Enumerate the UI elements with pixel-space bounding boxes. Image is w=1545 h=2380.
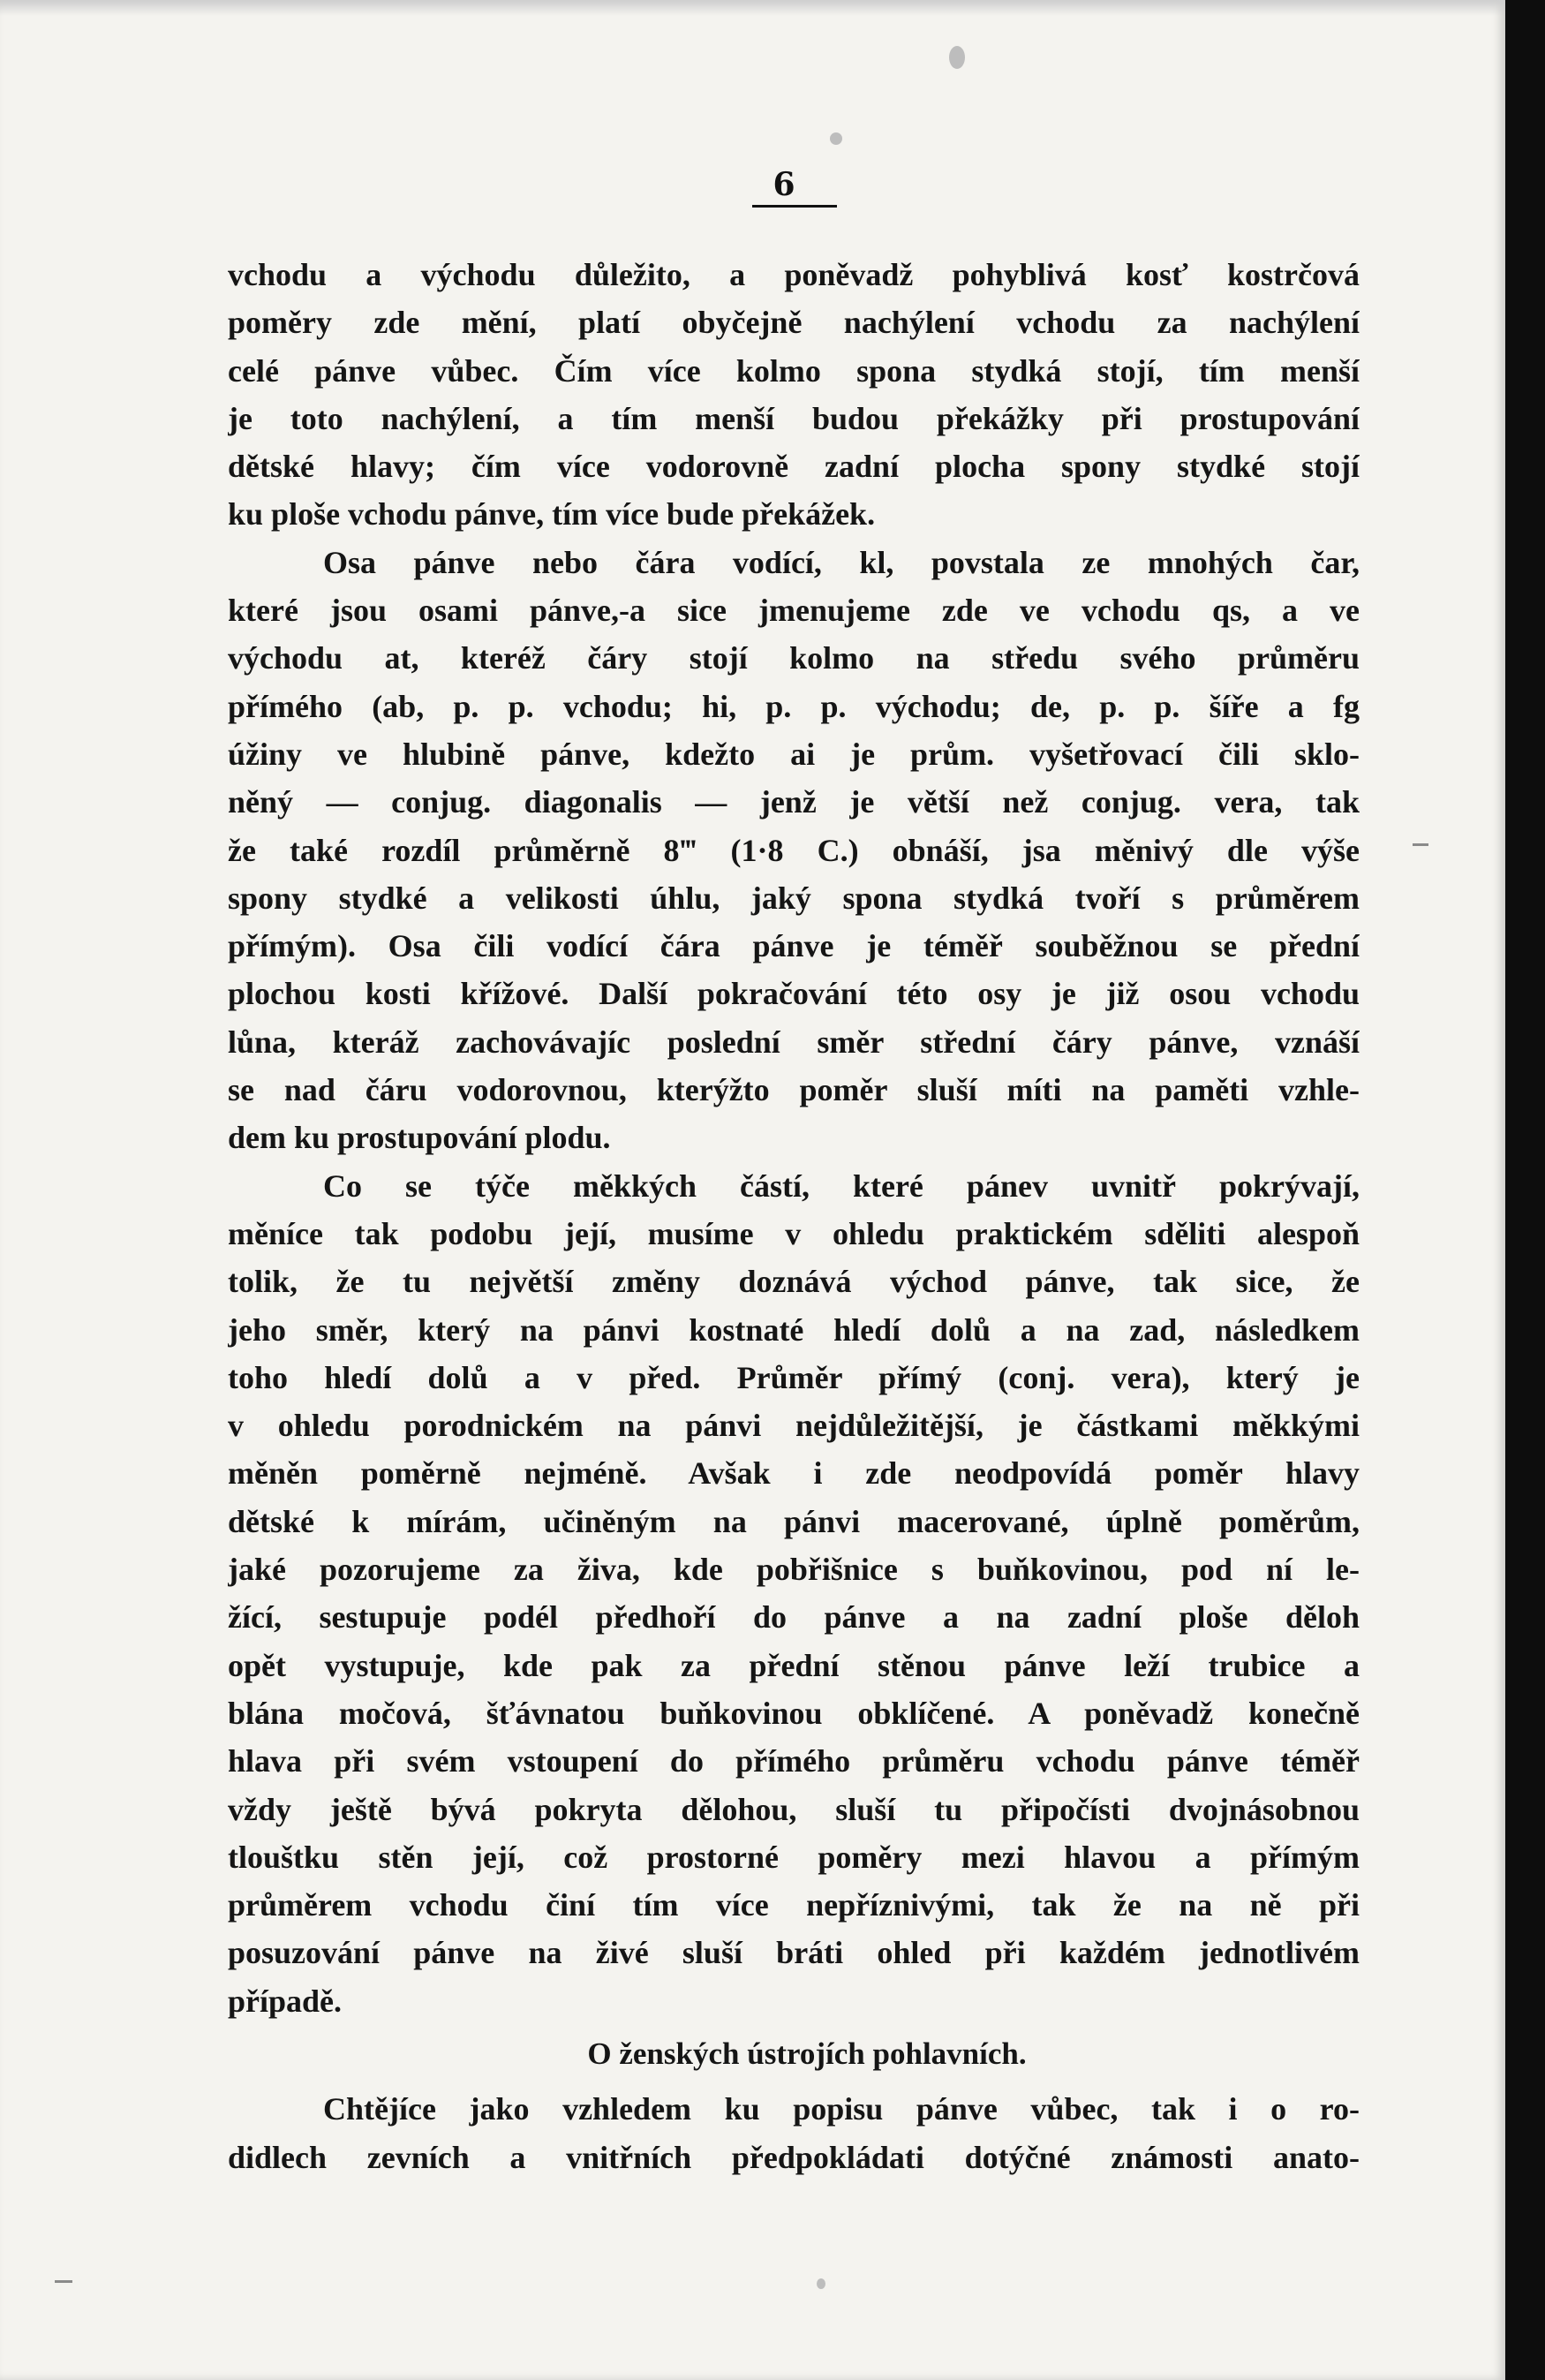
text-line: Co se týče měkkých částí, které pánev uvnitř pokrývají, [323, 1167, 1360, 1204]
text-line: posuzování pánve na živé sluší bráti ohled při každém jednotlivém [228, 1935, 1360, 1971]
section-heading: O ženských ústrojích pohlavních. [587, 2036, 1027, 2071]
page-number-rule [752, 205, 837, 208]
scan-speck [830, 132, 842, 145]
text-line: něný — conjug. diagonalis — jenž je větší než conjug. vera, tak [228, 784, 1360, 820]
text-line: vždy ještě bývá pokryta dělohou, sluší tu připočísti dvojnásobnou [228, 1791, 1360, 1827]
text-line: opět vystupuje, kde pak za přední stěnou pánve leží trubice a [228, 1647, 1360, 1683]
text-line: jeho směr, který na pánvi kostnaté hledí dolů a na zad, následkem [228, 1311, 1360, 1348]
text-line: se nad čáru vodorovnou, kterýžto poměr sluší míti na paměti vzhle- [228, 1072, 1360, 1108]
scan-speck [817, 2278, 825, 2289]
text-line: Osa pánve nebo čára vodící, kl, povstala ze mnohých čar, [323, 544, 1360, 580]
scan-speck [949, 46, 965, 69]
text-line: že také rozdíl průměrně 8‴ (1·8 C.) obnáší, jsa měnivý dle výše [228, 832, 1360, 868]
text-line: dem ku prostupování plodu. [228, 1120, 611, 1156]
margin-mark [1413, 843, 1428, 846]
text-line: měněn poměrně nejméně. Avšak i zde neodpovídá poměr hlavy [228, 1455, 1360, 1492]
text-line: poměry zde mění, platí obyčejně nachýlení vchodu za nachýlení [228, 305, 1360, 341]
top-edge-shadow [0, 0, 1505, 16]
text-line: měníce tak podobu její, musíme v ohledu praktickém sděliti alespoň [228, 1215, 1360, 1251]
text-line: toho hledí dolů a v před. Průměr přímý (conj. vera), který je [228, 1359, 1360, 1395]
text-line: didlech zevních a vnitřních předpokládati dotýčné známosti anato- [228, 2139, 1360, 2175]
text-line: ku ploše vchodu pánve, tím více bude překážek. [228, 496, 876, 533]
text-line: východu at, kteréž čáry stojí kolmo na středu svého průměru [228, 640, 1360, 676]
text-line: Chtějíce jako vzhledem ku popisu pánve vůbec, tak i o ro- [323, 2091, 1360, 2127]
margin-mark [55, 2280, 72, 2283]
text-line: přímého (ab, p. p. vchodu; hi, p. p. východu; de, p. p. šíře a fg [228, 688, 1360, 724]
body-text [228, 251, 1360, 2181]
text-line: vchodu a východu důležito, a poněvadž pohyblivá kosť kostrčová [228, 257, 1360, 292]
text-line: v ohledu porodnickém na pánvi nejdůležitější, je částkami měkkými [228, 1408, 1360, 1444]
text-line: jaké pozorujeme za živa, kde pobřišnice s buňkovinou, pod ní le- [228, 1552, 1360, 1588]
text-line: celé pánve vůbec. Čím více kolmo spona stydká stojí, tím menší [228, 352, 1360, 389]
text-line: lůna, kteráž zachovávajíc poslední směr střední čáry pánve, vznáší [228, 1024, 1360, 1060]
text-line: plochou kosti křížové. Další pokračování této osy je již osou vchodu [228, 976, 1360, 1012]
text-line: dětské k mírám, učiněným na pánvi macerované, úplně poměrům, [228, 1503, 1360, 1539]
text-line: tolik, že tu největší změny doznává východ pánve, tak sice, že [228, 1264, 1360, 1300]
text-line: případě. [228, 1983, 343, 2019]
text-line: přímým). Osa čili vodící čára pánve je téměř souběžnou se přední [228, 928, 1360, 964]
text-line: hlava při svém vstoupení do přímého průměru vchodu pánve téměř [228, 1743, 1360, 1779]
text-line: dětské hlavy; čím více vodorovně zadní plocha spony stydké stojí [228, 449, 1360, 485]
page-number: 6 [772, 166, 795, 203]
text-line: spony stydké a velikosti úhlu, jaký spona stydká tvoří s průměrem [228, 880, 1360, 916]
text-line: tlouštku stěn její, což prostorné poměry mezi hlavou a přímým [228, 1839, 1360, 1875]
text-line: které jsou osami pánve,-a sice jmenujeme zde ve vchodu qs, a ve [228, 593, 1360, 629]
text-line: průměrem vchodu činí tím více nepříznivými, tak že na ně při [228, 1887, 1360, 1923]
text-line: žící, sestupuje podél předhoří do pánve a na zadní ploše děloh [228, 1599, 1360, 1636]
text-line: blána močová, šťávnatou buňkovinou obklíčené. A poněvadž konečně [228, 1695, 1360, 1731]
text-line: je toto nachýlení, a tím menší budou překážky při prostupování [228, 400, 1360, 436]
text-line: úžiny ve hlubině pánve, kdežto ai je prům. vyšetřovací čili sklo- [228, 736, 1360, 772]
